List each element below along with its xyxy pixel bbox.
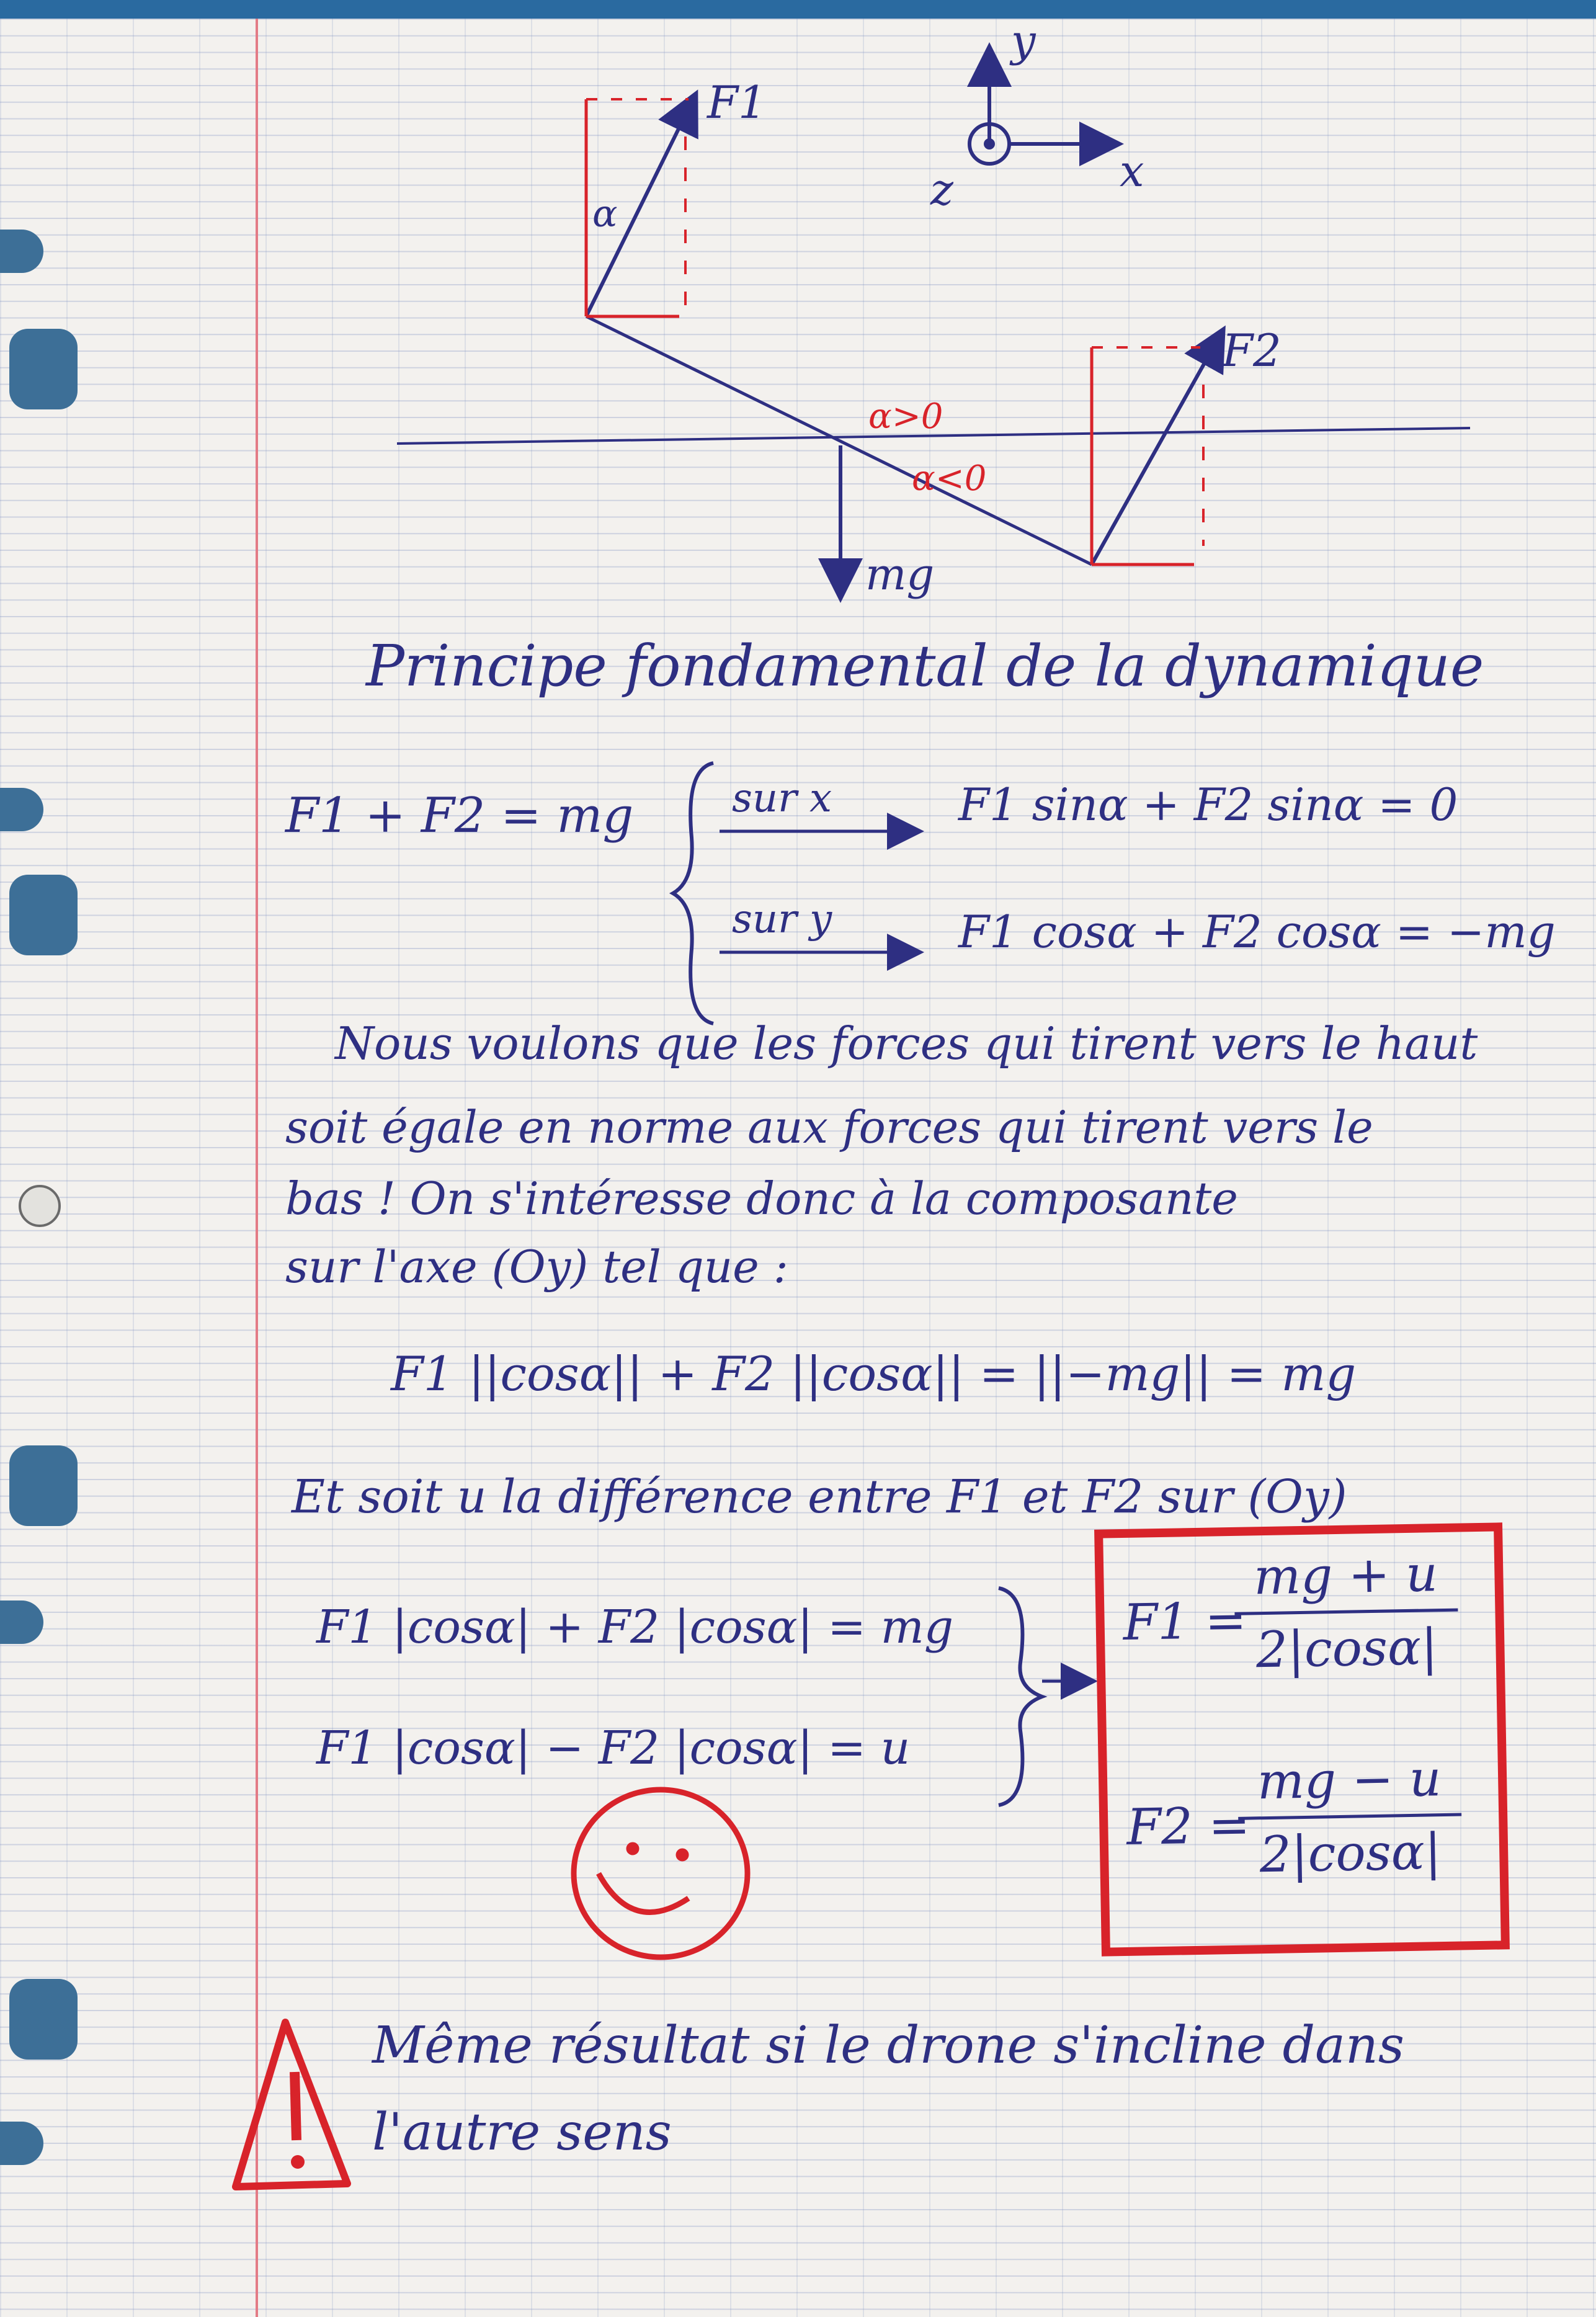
- f2-result-label: F2 =: [1126, 1796, 1251, 1856]
- system-equation-1: F1 |cosα| + F2 |cosα| = mg: [316, 1600, 954, 1654]
- warning-icon: [236, 2022, 347, 2187]
- angle-negative-label: α<0: [912, 458, 987, 499]
- paragraph-line-3: bas ! On s'intéresse donc à la composante: [285, 1172, 1238, 1225]
- alpha-label-f1: α: [592, 192, 618, 236]
- f1-fraction: [1234, 1545, 1460, 1679]
- f1-result-label: F1 =: [1122, 1591, 1247, 1651]
- angle-positive-label: α>0: [868, 396, 943, 437]
- system-brace: [673, 763, 713, 1024]
- warning-line-1: Même résultat si le drone s'incline dans: [372, 2016, 1404, 2075]
- norm-equation: F1 ||cosα|| + F2 ||cosα|| = ||−mg|| = mg: [391, 1346, 1357, 1401]
- page-title: Principe fondamental de la dynamique: [366, 633, 1484, 699]
- f2-label: F2: [1222, 324, 1282, 377]
- f1-denominator: 2|cosα|: [1255, 1618, 1438, 1679]
- difference-line: Et soit u la différence entre F1 et F2 sur (Oy): [292, 1470, 1347, 1524]
- paragraph-line-1: Nous voulons que les forces qui tirent vers le haut: [335, 1017, 1478, 1069]
- f1-numerator: mg + u: [1234, 1545, 1458, 1615]
- z-axis-dot: [986, 140, 993, 148]
- smiley-icon: [574, 1790, 747, 1957]
- equation-on-y: F1 cosα + F2 cosα = −mg: [958, 906, 1556, 958]
- sur-x-label: sur x: [732, 775, 832, 821]
- warning-line-2: l'autre sens: [372, 2103, 672, 2162]
- f1-label: F1: [707, 76, 767, 128]
- axes-triad: [970, 50, 1117, 164]
- axis-y-label: y: [1011, 16, 1036, 66]
- f2-numerator: mg − u: [1237, 1749, 1461, 1820]
- f2-denominator: 2|cosα|: [1259, 1823, 1442, 1884]
- weight-label: mg: [865, 549, 935, 600]
- sur-y-label: sur y: [732, 896, 832, 942]
- paragraph-line-2: soit égale en norme aux forces qui tirent vers le: [285, 1101, 1373, 1153]
- result-brace: [999, 1588, 1042, 1805]
- result-box: [1094, 1522, 1510, 1956]
- equation-on-x: F1 sinα + F2 sinα = 0: [958, 779, 1458, 831]
- paragraph-line-4: sur l'axe (Oy) tel que :: [285, 1241, 788, 1293]
- vector-equation: F1 + F2 = mg: [285, 788, 634, 844]
- f2-fraction: [1237, 1749, 1463, 1884]
- axis-x-label: x: [1120, 146, 1144, 197]
- system-equation-2: F1 |cosα| − F2 |cosα| = u: [316, 1721, 911, 1775]
- axis-z-label: z: [930, 164, 953, 215]
